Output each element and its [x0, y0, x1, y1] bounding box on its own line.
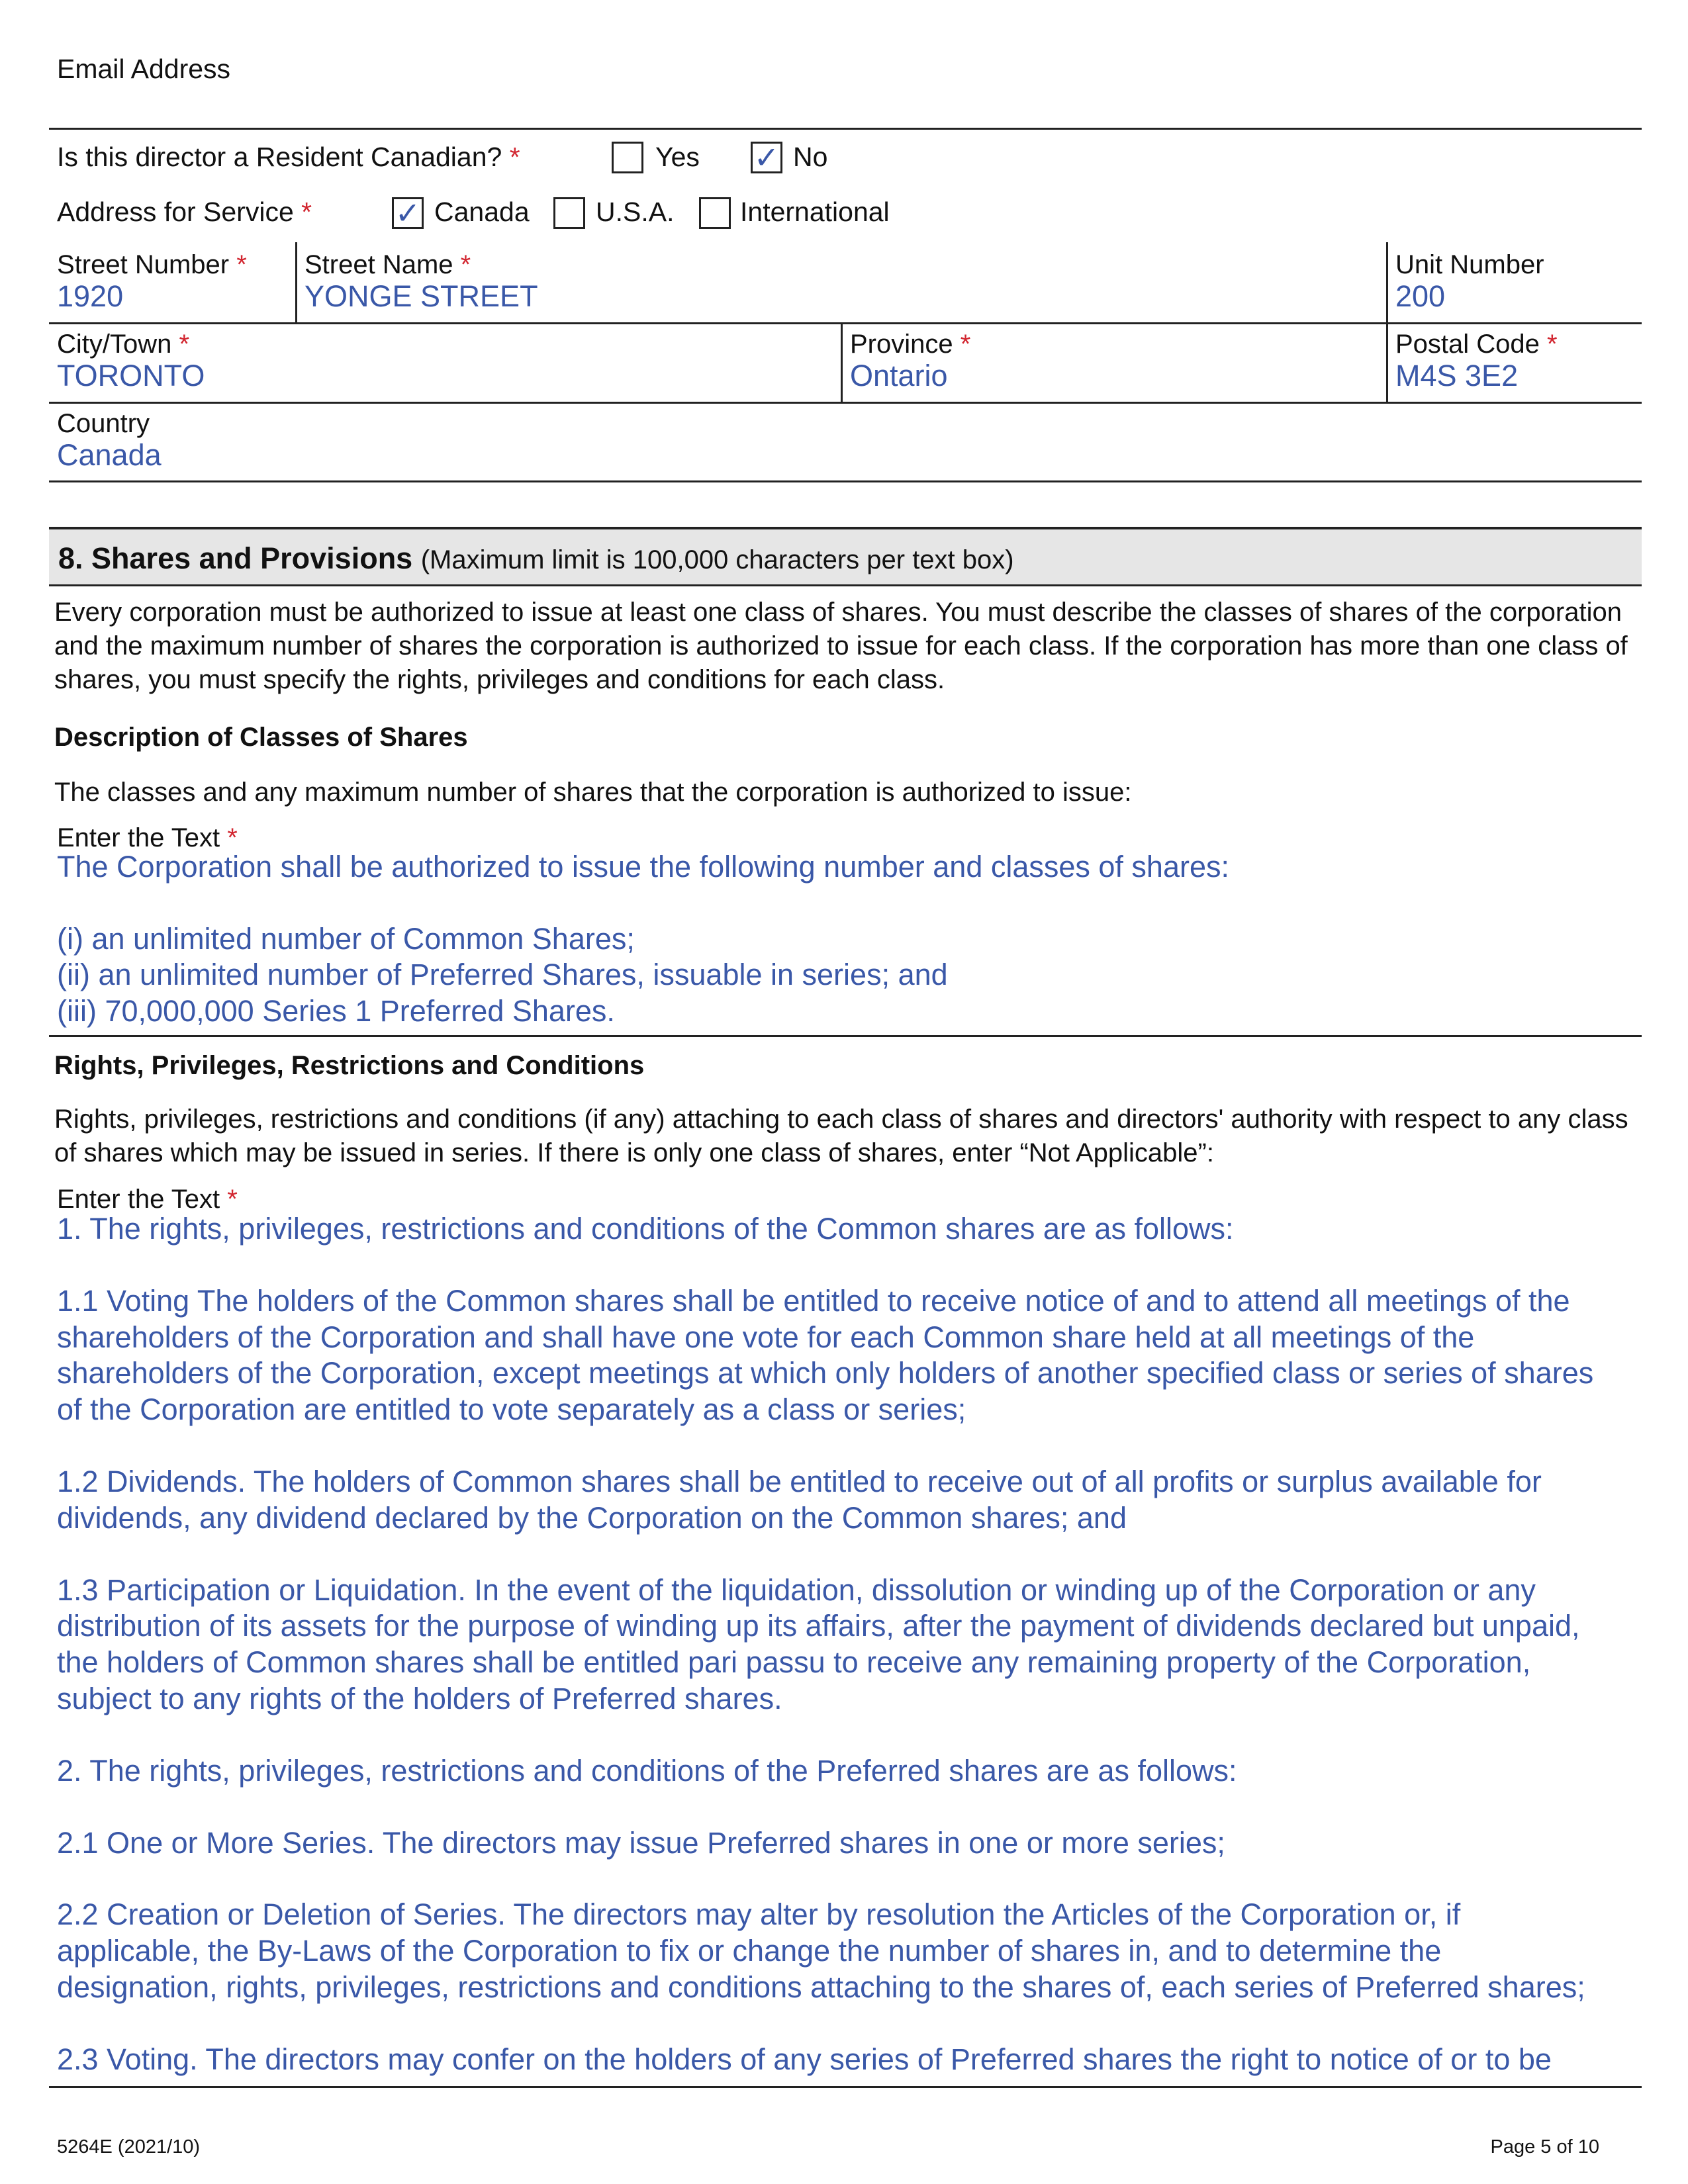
text-line: designation, rights, privileges, restrictions and conditions attaching to the shares of, each series of Preferred shares;	[57, 1970, 1585, 2004]
text-line: of the Corporation are entitled to vote separately as a class or series;	[57, 1392, 966, 1427]
divider	[49, 480, 1642, 482]
classes-heading: Description of Classes of Shares	[54, 723, 468, 752]
service-canada-checkbox[interactable]	[392, 197, 424, 229]
rights-text[interactable]	[57, 1211, 1646, 2078]
text-line: (iii) 70,000,000 Series 1 Preferred Shares.	[57, 993, 615, 1028]
rights-heading: Rights, Privileges, Restrictions and Conditions	[54, 1051, 645, 1080]
page-number: Page 5 of 10	[1490, 2136, 1599, 2158]
text-line	[57, 1861, 1646, 1897]
divider	[1386, 324, 1388, 403]
check-icon: ✓	[395, 195, 421, 231]
postal-code-label: Postal Code *	[1395, 330, 1558, 359]
text-line: the holders of Common shares shall be entitled pari passu to receive any remaining property of the Corporation,	[57, 1645, 1531, 1680]
street-name-value: YONGE STREET	[305, 279, 538, 313]
service-canada-label: Canada	[434, 197, 530, 227]
city-value: TORONTO	[57, 359, 205, 392]
text-line: shareholders of the Corporation, except meetings at which only holders of another specified class or series of shares	[57, 1356, 1594, 1390]
form-number: 5264E (2021/10)	[57, 2136, 201, 2158]
divider	[295, 242, 297, 324]
postal-code-value: M4S 3E2	[1395, 359, 1519, 392]
text-line	[57, 1537, 1646, 1572]
text-line: 2. The rights, privileges, restrictions and conditions of the Preferred shares are as follows:	[57, 1753, 1237, 1788]
divider	[49, 402, 1642, 404]
section-title: 8. Shares and Provisions (Maximum limit is 100,000 characters per text box)	[58, 541, 1014, 575]
service-usa-checkbox[interactable]	[553, 197, 585, 229]
service-address-label: Address for Service *	[57, 197, 312, 227]
text-line: applicable, the By-Laws of the Corporation to fix or change the number of shares in, and to determine the	[57, 1934, 1442, 1968]
text-line	[57, 2006, 1646, 2042]
service-usa-label: U.S.A.	[596, 197, 675, 227]
resident-yes-label: Yes	[655, 142, 700, 172]
text-line: distribution of its assets for the purpose of winding up its affairs, after the payment of dividends declared but unpaid,	[57, 1609, 1580, 1643]
divider	[1386, 242, 1388, 324]
divider	[49, 128, 1642, 130]
street-number-value: 1920	[57, 279, 124, 313]
country-label: Country	[57, 409, 150, 438]
text-line: dividends, any dividend declared by the Corporation on the Common shares; and	[57, 1500, 1127, 1535]
text-line: (ii) an unlimited number of Preferred Shares, issuable in series; and	[57, 958, 948, 991]
resident-no-checkbox[interactable]	[751, 142, 782, 173]
text-line	[57, 1717, 1646, 1753]
classes-text[interactable]	[57, 849, 1646, 1029]
divider	[49, 1035, 1642, 1037]
text-line: 2.1 One or More Series. The directors may issue Preferred shares in one or more series;	[57, 1825, 1225, 1860]
resident-question: Is this director a Resident Canadian? *	[57, 142, 520, 172]
resident-yes-checkbox[interactable]	[612, 142, 643, 173]
divider	[49, 2086, 1642, 2088]
rights-field-label: Enter the Text *	[57, 1185, 238, 1214]
text-line: The Corporation shall be authorized to issue the following number and classes of shares:	[57, 850, 1229, 884]
text-line: shareholders of the Corporation and shall have one vote for each Common share held at all meetings of the	[57, 1320, 1475, 1354]
text-line: 1.3 Participation or Liquidation. In the event of the liquidation, dissolution or winding up of the Corporation or any	[57, 1572, 1536, 1607]
check-icon: ✓	[753, 140, 780, 175]
divider	[841, 324, 843, 403]
province-label: Province *	[850, 330, 971, 359]
section-intro: Every corporation must be authorized to issue at least one class of shares. You must describe the classes of shares of the corporation and the maximum number of shares the corporation is authorized to issue for each class. If the corporation has more than one class of shares, you must specify the rights, privileges and conditions for each class.	[54, 598, 1628, 694]
text-line: 2.3 Voting. The directors may confer on the holders of any series of Preferred shares the right to notice of or to be	[57, 2042, 1552, 2076]
divider	[49, 322, 1642, 324]
unit-number-label: Unit Number	[1395, 250, 1544, 279]
resident-no-label: No	[793, 142, 828, 172]
province-value: Ontario	[850, 359, 948, 392]
country-value: Canada	[57, 438, 162, 472]
street-name-label: Street Name *	[305, 250, 471, 279]
text-line	[57, 1428, 1646, 1464]
text-line: 1.1 Voting The holders of the Common shares shall be entitled to receive notice of and to attend all meetings of the	[57, 1283, 1570, 1318]
classes-description: The classes and any maximum number of shares that the corporation is authorized to issue:	[54, 778, 1132, 807]
text-line: subject to any rights of the holders of Preferred shares.	[57, 1681, 782, 1715]
email-label: Email Address	[57, 54, 231, 84]
service-international-checkbox[interactable]	[699, 197, 731, 229]
service-international-label: International	[740, 197, 890, 227]
classes-field-label: Enter the Text *	[57, 823, 238, 852]
text-line	[57, 886, 1646, 921]
section-header	[49, 527, 1642, 586]
street-number-label: Street Number *	[57, 250, 247, 279]
text-line: 1.2 Dividends. The holders of Common shares shall be entitled to receive out of all profits or surplus available for	[57, 1464, 1542, 1498]
text-line: (i) an unlimited number of Common Shares;	[57, 921, 635, 956]
city-label: City/Town *	[57, 330, 190, 359]
text-line	[57, 1248, 1646, 1283]
unit-number-value: 200	[1395, 279, 1446, 313]
text-line: 1. The rights, privileges, restrictions and conditions of the Common shares are as follows:	[57, 1212, 1234, 1246]
text-line: 2.2 Creation or Deletion of Series. The directors may alter by resolution the Articles of the Corporation or, if	[57, 1897, 1461, 1932]
text-line	[57, 1790, 1646, 1825]
rights-description: Rights, privileges, restrictions and conditions (if any) attaching to each class of shares and directors' authority with respect to any class of shares which may be issued in series. If there is only one class of shares, enter “Not Applicable”:	[54, 1105, 1628, 1167]
